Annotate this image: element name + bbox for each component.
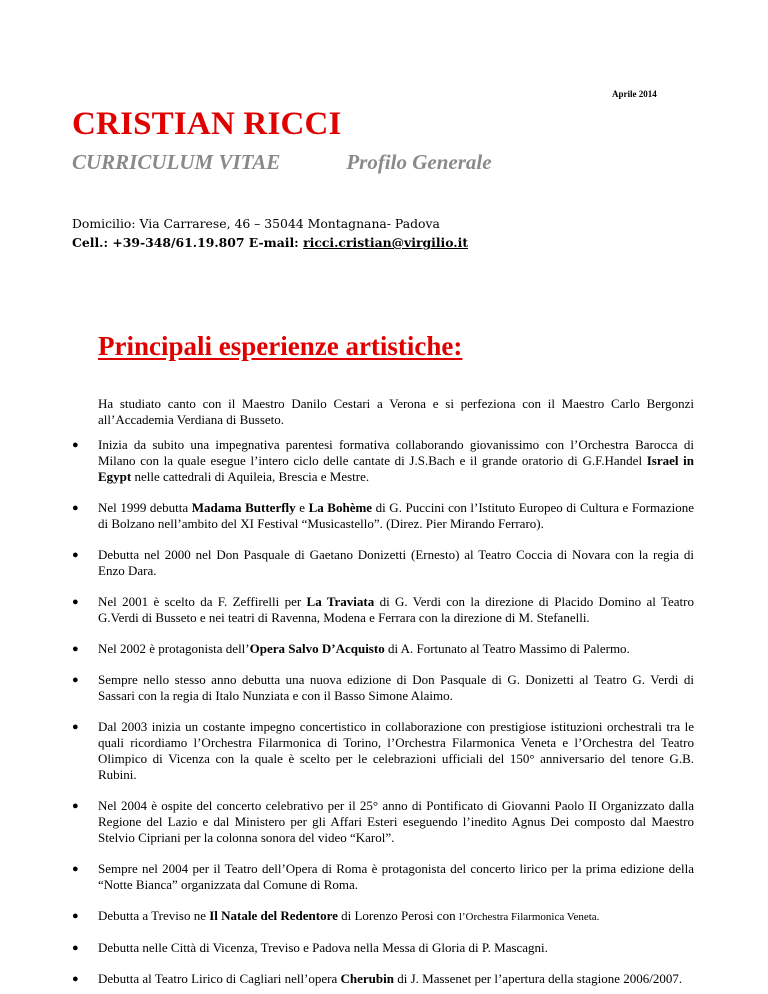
address-line: Domicilio: Via Carrarese, 46 – 35044 Montagnana- Padova [72, 216, 440, 231]
subtitle-profile: Profilo Generale [346, 150, 492, 174]
bullet-icon: ● [72, 439, 79, 451]
section-heading: Principali esperienze artistiche: [98, 331, 463, 361]
bullet-icon: ● [72, 549, 79, 561]
list-item: ● Debutta nel 2000 nel Don Pasquale di Gaetano Donizetti (Ernesto) al Teatro Coccia di Novara con la regia di Enzo Dara. [72, 547, 694, 578]
list-item: ● Nel 1999 debutta Madama Butterfly e La Bohème di G. Puccini con l’Istituto Europeo di Cultura e Formazione di Bolzano nell’ambito del XI Festival “Musicastello”. (Direz. Pier Mirando Ferraro). [72, 500, 694, 531]
list-item: ● Debutta nelle Città di Vicenza, Treviso e Padova nella Messa di Gloria di P. Mascagni. [72, 940, 548, 955]
person-name: CRISTIAN RICCI [72, 106, 342, 142]
email-link[interactable]: ricci.cristian@virgilio.it [303, 235, 469, 250]
phone-label: Cell.: +39-348/61.19.807 E-mail: [72, 235, 304, 250]
experience-list [0, 437, 768, 987]
list-item: ● Debutta al Teatro Lirico di Cagliari nell’opera Cherubin di J. Massenet per l’apertura della stagione 2006/2007. [72, 971, 683, 986]
bullet-icon: ● [72, 502, 79, 514]
document-date: Aprile 2014 [612, 89, 657, 99]
bullet-icon: ● [72, 863, 79, 875]
bullet-icon: ● [72, 674, 79, 686]
intro-paragraph: Ha studiato canto con il Maestro Danilo Cestari a Verona e si perfeziona con il Maestro Carlo Bergonzi all’Accademia Verdiana di Busseto. [98, 396, 694, 427]
phone-email-line [72, 233, 468, 252]
bullet-icon: ● [72, 910, 79, 922]
list-item: ● Sempre nel 2004 per il Teatro dell’Opera di Roma è protagonista del concerto lirico per la prima edizione della “Notte Bianca” organizzata dal Comune di Roma. [72, 861, 694, 892]
list-item: ● Sempre nello stesso anno debutta una nuova edizione di Don Pasquale di G. Donizetti al Teatro G. Verdi di Sassari con la regia di Italo Nunziata e con il Basso Simone Alaimo. [72, 672, 694, 703]
document-subtitle [72, 150, 492, 175]
bullet-icon: ● [72, 800, 79, 812]
bullet-icon: ● [72, 643, 79, 655]
subtitle-cv: CURRICULUM VITAE [72, 150, 281, 174]
bullet-icon: ● [72, 973, 79, 985]
contact-block [72, 214, 468, 252]
list-item: ● Inizia da subito una impegnativa parentesi formativa collaborando giovanissimo con l’Orchestra Barocca di Milano con la quale esegue l’intero ciclo delle cantate di J.S.Bach e il grande oratorio di G.F.Handel Israel in Egypt nelle cattedrali di Aquileia, Brescia e Mestre. [72, 437, 694, 484]
list-item: ● Nel 2002 è protagonista dell’Opera Salvo D’Acquisto di A. Fortunato al Teatro Massimo di Palermo. [72, 641, 630, 656]
bullet-icon: ● [72, 942, 79, 954]
list-item: ● Nel 2001 è scelto da F. Zeffirelli per La Traviata di G. Verdi con la direzione di Placido Domino al Teatro G.Verdi di Busseto e nei teatri di Ravenna, Modena e Ferrara con la direzione di M. Stefanelli. [72, 594, 695, 625]
bullet-icon: ● [72, 721, 79, 733]
bullet-icon: ● [72, 596, 79, 608]
list-item: ● Nel 2004 è ospite del concerto celebrativo per il 25° anno di Pontificato di Giovanni Paolo II Organizzato dalla Regione del Lazio e dal Ministero per gli Affari Esteri eseguendo l’inedito Agnus Dei composto dal Maestro Stelvio Cipriani per la colonna sonora del video “Karol”. [72, 798, 694, 845]
list-item: ● Debutta a Treviso ne Il Natale del Redentore di Lorenzo Perosi con l’Orchestra Filarmonica Veneta. [72, 908, 600, 923]
list-item: ● Dal 2003 inizia un costante impegno concertistico in collaborazione con prestigiose istituzioni orchestrali tra le quali ricordiamo l’Orchestra Filarmonica di Torino, l’Orchestra Filarmonica Veneta e l’Orchestra del Teatro Olimpico di Vicenza con la quale è scelto per le celebrazioni ufficiali del 150° anniversario del tenore G.B. Rubini. [72, 719, 694, 782]
